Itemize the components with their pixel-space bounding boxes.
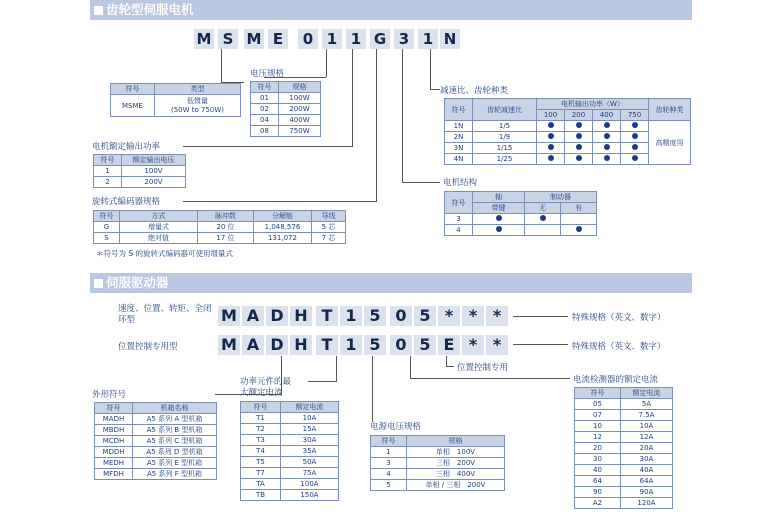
code-char: 1 xyxy=(346,29,366,49)
supply-table: 符号 规格 1 单相 100V 3 三相 200V 4 三相 400V 5 单相 / 三相 200V xyxy=(370,435,505,491)
table-row: 3 三相 200V xyxy=(371,458,505,469)
table-row: 12 12A xyxy=(575,432,673,443)
code-char: E xyxy=(268,29,288,49)
encoder-label: 旋转式编码器规格 xyxy=(92,197,161,207)
code-char: N xyxy=(440,29,460,49)
full-type-label: 速度、位置、转矩、全闭环型 xyxy=(118,304,212,325)
driver-code-char: 0 xyxy=(390,306,412,326)
available-dot-icon xyxy=(496,215,502,221)
structure-table: 符号 轴 制动器 带键 无 有 3 4 xyxy=(444,191,597,236)
code-char: 1 xyxy=(322,29,342,49)
table-row: 90 90A xyxy=(575,487,673,498)
driver-code-char: 1 xyxy=(340,335,362,355)
table-row: 4N 1/25 xyxy=(445,154,691,165)
driver-code-char: D xyxy=(266,335,288,355)
available-dot-icon xyxy=(632,122,638,128)
table-row: 64 64A xyxy=(575,476,673,487)
current-detector-label: 电流检测器的额定电流 xyxy=(573,375,659,385)
table-row: 30 30A xyxy=(575,454,673,465)
code-char: M xyxy=(194,29,214,49)
code-char: G xyxy=(370,29,390,49)
driver-code-char: 5 xyxy=(364,335,386,355)
structure-label: 电机结构 xyxy=(443,178,478,188)
driver-code-char: A xyxy=(242,306,264,326)
available-dot-icon xyxy=(604,133,610,139)
frame-label: 外形符号 xyxy=(92,390,127,400)
table-row: 01 100W xyxy=(251,93,321,104)
driver-code-char: T xyxy=(316,306,338,326)
position-type-label: 位置控制专用型 xyxy=(118,342,178,352)
driver-code-char: H xyxy=(290,306,312,326)
table-row: 02 200W xyxy=(251,104,321,115)
driver-code-char: * xyxy=(486,335,508,355)
driver-code-char: E xyxy=(438,335,460,355)
table-row: MDDH A5 系列 D 型机箱 xyxy=(95,447,217,458)
encoder-note: ＊符号为 S 的旋转式编码器可使用增量式 xyxy=(96,249,234,258)
gear-label: 减速比、齿轮种类 xyxy=(440,86,509,96)
table-row: 1N 1/5 高精度用 xyxy=(445,121,691,132)
driver-code-char: M xyxy=(218,335,240,355)
available-dot-icon xyxy=(548,144,554,150)
table-row: 1 100V xyxy=(94,166,186,177)
driver-code-char: H xyxy=(290,335,312,355)
driver-code-char: 0 xyxy=(390,335,412,355)
driver-code-char: * xyxy=(486,306,508,326)
table-row: T5 50A xyxy=(241,457,339,468)
gear-table: 符号 齿轮减速比 电机输出功率（W） 齿轮种类 100 200 400 750 1N 1/5 高精度用 2N 1/9 3N 1/15 4N 1/25 xyxy=(444,98,691,165)
current-detector-table: 符号 额定电流 05 5A 07 7.5A 10 10A 12 12A 20 20A 30 30A 40 40A 64 64A 90 90A A2 120A xyxy=(574,387,673,509)
table-row: 4 三相 400V xyxy=(371,469,505,480)
available-dot-icon xyxy=(576,122,582,128)
available-dot-icon xyxy=(548,155,554,161)
rated-power-table: 符号 额定输出电压 1 100V 2 200V xyxy=(93,154,186,188)
table-row: 4 xyxy=(445,225,597,236)
code-char: 1 xyxy=(418,29,438,49)
available-dot-icon xyxy=(576,144,582,150)
available-dot-icon xyxy=(540,215,546,221)
table-row: MBDH A5 系列 B 型机箱 xyxy=(95,425,217,436)
available-dot-icon xyxy=(576,133,582,139)
driver-code-char: * xyxy=(462,335,484,355)
available-dot-icon xyxy=(632,155,638,161)
table-row: 5 单相 / 三相 200V xyxy=(371,480,505,491)
driver-code-char: M xyxy=(218,306,240,326)
driver-code-char: * xyxy=(462,306,484,326)
driver-code-char: 5 xyxy=(414,306,436,326)
table-row: T1 10A xyxy=(241,413,339,424)
supply-label: 电源电压规格 xyxy=(370,422,422,432)
available-dot-icon xyxy=(604,155,610,161)
table-row: MADH A5 系列 A 型机箱 xyxy=(95,414,217,425)
driver-code-char: D xyxy=(266,306,288,326)
available-dot-icon xyxy=(632,133,638,139)
table-row: 2N 1/9 xyxy=(445,132,691,143)
special-spec-1: 特殊规格（英文、数字） xyxy=(572,313,666,323)
available-dot-icon xyxy=(496,226,502,232)
table-row: MFDH A5 系列 F 型机箱 xyxy=(95,469,217,480)
table-row: T2 15A xyxy=(241,424,339,435)
section-header-servo-driver xyxy=(90,273,692,293)
power-element-label-1: 功率元件的最 xyxy=(240,377,292,387)
table-row: 3N 1/15 xyxy=(445,143,691,154)
voltage-label: 电压规格 xyxy=(250,69,285,79)
table-row: T3 30A xyxy=(241,435,339,446)
table-row: 10 10A xyxy=(575,421,673,432)
table-row: 2 200V xyxy=(94,177,186,188)
motor-type-table: 符号 类型 MSME 低惯量 (50W to 750W) xyxy=(110,83,241,117)
table-row: 05 5A xyxy=(575,399,673,410)
rated-power-label: 电机额定输出功率 xyxy=(92,142,161,152)
voltage-table: 符号 规格 01 100W 02 200W 04 400W 08 750W xyxy=(250,81,321,137)
available-dot-icon xyxy=(604,122,610,128)
frame-table: 符号 机箱名称 MADH A5 系列 A 型机箱 MBDH A5 系列 B 型机箱 MCDH A5 系列 C 型机箱 MDDH A5 系列 D 型机箱 MEDH A5 系列 E 型机箱 MFDH A5 系列 F 型机箱 xyxy=(94,402,217,480)
table-row: A2 120A xyxy=(575,498,673,509)
position-control-label: 位置控制专用 xyxy=(457,363,509,373)
power-element-table: 符号 额定电流 T1 10A T2 15A T3 30A T4 35A T5 50A T7 75A TA 100A TB 150A xyxy=(240,401,339,501)
table-row: MCDH A5 系列 C 型机箱 xyxy=(95,436,217,447)
table-row: 1 单相 100V xyxy=(371,447,505,458)
table-row: 40 40A xyxy=(575,465,673,476)
driver-code-char: * xyxy=(438,306,460,326)
code-char: M xyxy=(244,29,264,49)
driver-code-char: 5 xyxy=(364,306,386,326)
table-row: 07 7.5A xyxy=(575,410,673,421)
available-dot-icon xyxy=(632,144,638,150)
available-dot-icon xyxy=(604,144,610,150)
code-char: 3 xyxy=(394,29,414,49)
driver-code-char: 5 xyxy=(414,335,436,355)
table-row: MEDH A5 系列 E 型机箱 xyxy=(95,458,217,469)
table-row: G 增量式 20 位 1,048,576 5 芯 xyxy=(94,222,346,233)
table-row: S 绝对值 17 位 131,072 7 芯 xyxy=(94,233,346,244)
section-title: 齿轮型伺服电机 xyxy=(106,2,194,17)
available-dot-icon xyxy=(576,155,582,161)
table-row: 3 xyxy=(445,214,597,225)
code-char: 0 xyxy=(298,29,318,49)
table-row: T7 75A xyxy=(241,468,339,479)
driver-code-char: T xyxy=(316,335,338,355)
special-spec-2: 特殊规格（英文、数字） xyxy=(572,342,666,352)
table-row: 04 400W xyxy=(251,115,321,126)
table-row: TA 100A xyxy=(241,479,339,490)
table-row: TB 150A xyxy=(241,490,339,501)
table-row: T4 35A xyxy=(241,446,339,457)
table-row: 08 750W xyxy=(251,126,321,137)
driver-code-char: 1 xyxy=(340,306,362,326)
available-dot-icon xyxy=(548,122,554,128)
driver-code-char: A xyxy=(242,335,264,355)
table-row: 20 20A xyxy=(575,443,673,454)
section-title-2: 伺服驱动器 xyxy=(106,275,169,290)
code-char: S xyxy=(218,29,238,49)
section-header-gear-motor xyxy=(90,0,692,20)
available-dot-icon xyxy=(576,226,582,232)
power-element-label-2: 大额定电流 xyxy=(240,388,283,398)
available-dot-icon xyxy=(548,133,554,139)
encoder-table: 符号 方式 脉冲数 分解能 导线 G 增量式 20 位 1,048,576 5 芯 S 绝对值 17 位 131,072 7 芯 xyxy=(93,210,346,244)
